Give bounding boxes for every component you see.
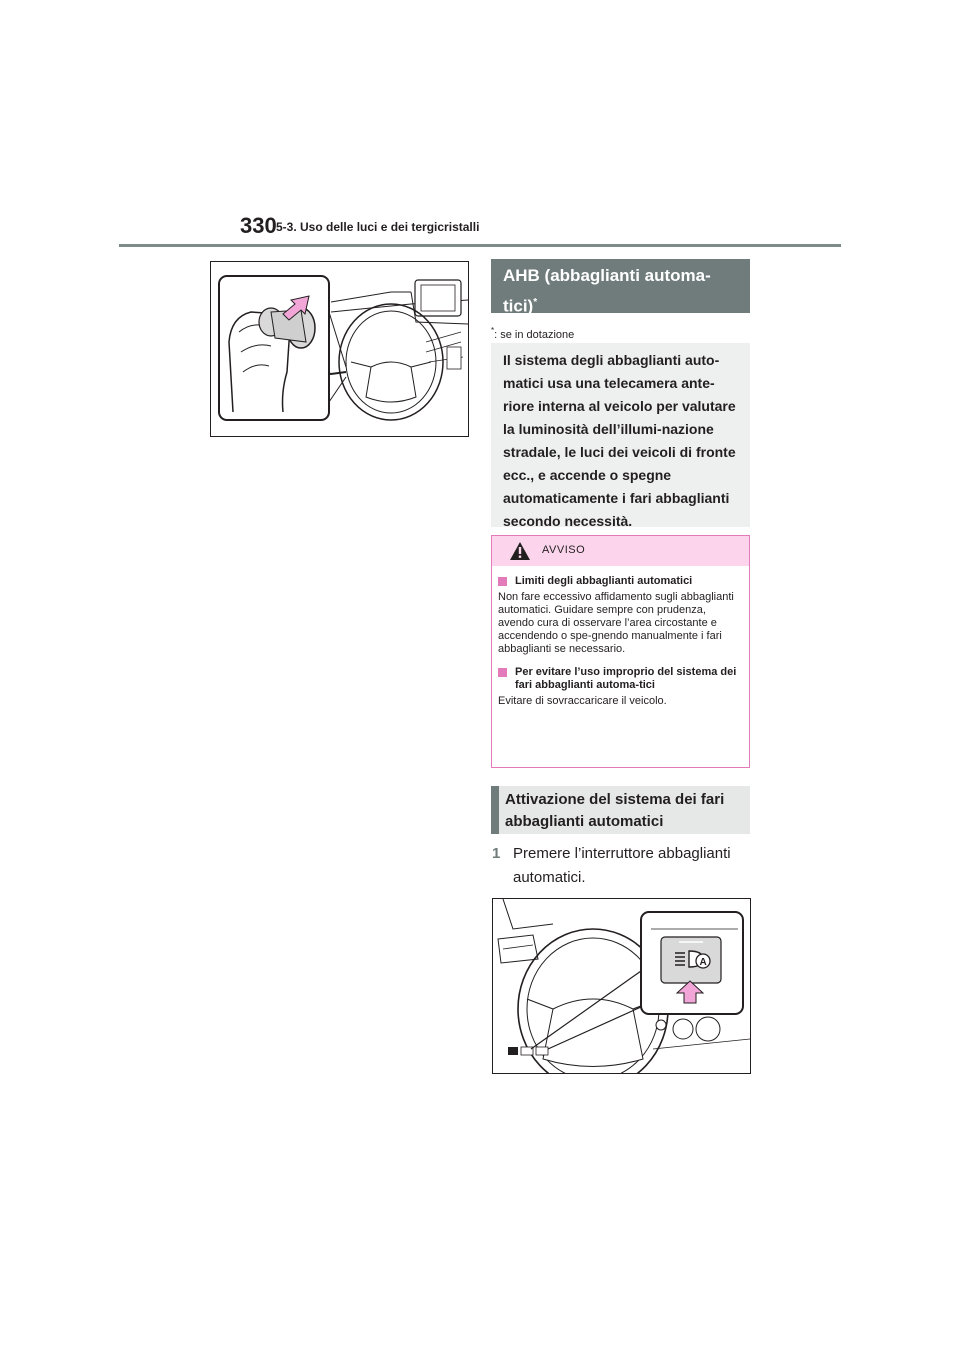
ahb-heading-line2: tici) [503,296,534,316]
warning-box [491,535,750,768]
lever-illustration [211,262,468,436]
step-text: Premere l’interruttore abbaglianti automatici. [513,845,731,886]
intro-box [491,343,750,527]
ahb-heading [491,259,750,316]
warning-item-body: Non fare eccessivo affidamento sugli abbaglianti automatici. Guidare sempre con prudenza, avendo cura di osservare l’area circostante e accendendo o spe-gnendo manualmente i fari abbaglianti se necessario. [498,591,734,655]
warning-triangle-icon [509,541,531,561]
ahb-heading-asterisk: * [533,297,538,308]
warning-title: AVVISO [542,544,586,556]
svg-text:A: A [699,957,707,968]
footnote-text: : se in dotazione [494,329,575,341]
warning-item-heading-text: Per evitare l’uso improprio del sistema dei fari abbaglianti automa-tici [515,666,737,691]
warning-item-heading [498,575,743,588]
warning-item-heading-text: Limiti degli abbaglianti automatici [515,575,693,587]
section-title: 5-3. Uso delle luci e dei tergicristalli [276,220,480,234]
page-number: 330 [240,213,277,238]
step-number: 1 [492,845,501,862]
warning-item-heading [498,666,743,692]
step-item [491,842,750,890]
footnote-mark: * [491,326,495,335]
switch-illustration [493,899,750,1073]
bullet-square-icon [498,668,507,677]
activation-heading-text: Attivazione del sistema dei fari abbaglianti automatici [505,791,725,830]
footnote [491,326,574,341]
activation-heading [491,786,750,834]
warning-item-body: Evitare di sovraccaricare il veicolo. [498,695,667,707]
intro-text: Il sistema degli abbaglianti auto-matici usa una telecamera ante-riore interna al veicolo per valutare la luminosità dell’illumi-nazione stradale, le luci dei veicoli di fronte ecc., e accende o spegne automaticamente i fari abbaglianti secondo necessità. [503,352,736,529]
switch-figure [492,898,751,1074]
ahb-heading-line1: AHB (abbaglianti automa- [503,266,711,285]
bullet-square-icon [498,577,507,586]
warning-header [492,536,749,566]
header-rule [119,244,841,247]
lever-figure [210,261,469,437]
